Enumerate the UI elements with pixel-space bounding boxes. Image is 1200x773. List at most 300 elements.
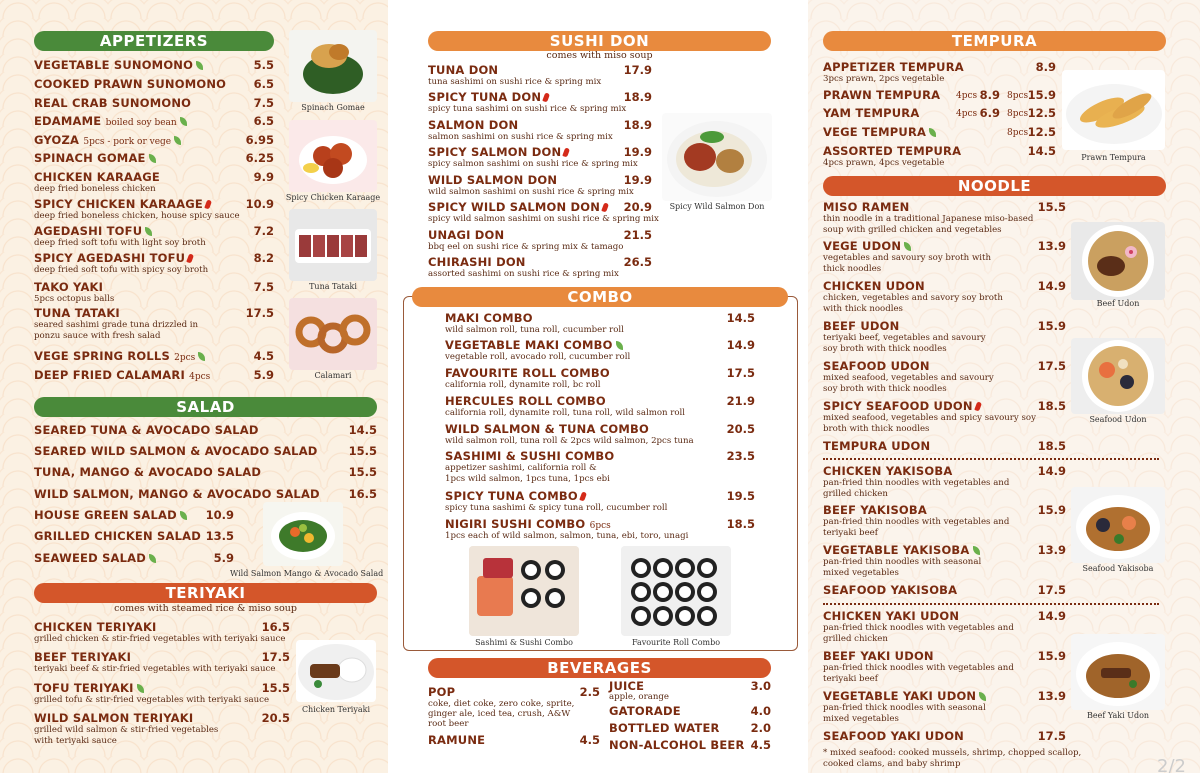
- appetizer-price: 5.5: [253, 58, 274, 72]
- teriyaki-name-text: TOFU TERIYAKI: [34, 681, 134, 695]
- noodle-price: 17.5: [1037, 583, 1066, 597]
- noodle-desc: pan-fried thick noodles with vegetables and: [823, 623, 1014, 633]
- noodle-name-text: TEMPURA UDON: [823, 439, 931, 453]
- beverages-header: BEVERAGES: [428, 658, 771, 678]
- appetizer-name-text: VEGE SPRING ROLLS: [34, 349, 170, 363]
- tempura-desc: 3pcs prawn, 2pcs vegetable: [823, 74, 945, 84]
- teriyaki-name-text: BEEF TERIYAKI: [34, 650, 132, 664]
- tempura-price-small: 6.9: [979, 106, 1000, 120]
- beef-yaki-udon-caption: Beef Yaki Udon: [1086, 711, 1150, 720]
- tempura-option: 8pcs: [1007, 91, 1029, 101]
- noodle-name-text: SEAFOOD YAKISOBA: [823, 583, 958, 597]
- appetizer-desc: deep fried boneless chicken: [34, 184, 156, 194]
- appetizer-name: [34, 280, 114, 294]
- teriyaki-desc: grilled chicken & stir-fried vegetables with teriyaki sauce: [34, 634, 286, 644]
- tempura-name-text: YAM TEMPURA: [823, 106, 920, 120]
- noodle-desc: pan-fried thin noodles with seasonal: [823, 557, 982, 567]
- tempura-option: 4pcs: [956, 109, 978, 119]
- noodle-item: [823, 239, 991, 275]
- prawn-tempura-caption: Prawn Tempura: [1081, 153, 1146, 162]
- spicy-wild-salmon-don-photo: [662, 113, 772, 201]
- beverage-price: 4.5: [750, 738, 771, 752]
- combo-price: 23.5: [726, 449, 755, 463]
- sushi-don-name: [428, 173, 634, 187]
- beverage-desc: apple, orange: [609, 692, 669, 702]
- noodle-desc: pan-fried thin noodles with vegetables and: [823, 517, 1010, 527]
- appetizer-price: 17.5: [245, 306, 274, 320]
- appetizer-desc: 5pcs octopus balls: [34, 294, 115, 304]
- noodle-name: [823, 464, 1009, 478]
- beverage-name: JUICE: [609, 679, 645, 693]
- beverage-name: RAMUNE: [428, 733, 486, 747]
- tempura-name: [823, 144, 961, 158]
- chicken-teriyaki-photo: [296, 640, 376, 702]
- salad-item: [34, 508, 187, 522]
- noodle-name: [823, 279, 1003, 293]
- noodle-name-text: BEEF YAKISOBA: [823, 503, 927, 517]
- teriyaki-desc: grilled wild salmon & stir-fried vegetables: [34, 725, 219, 735]
- combo-price: 20.5: [726, 422, 755, 436]
- noodle-item: [823, 689, 986, 725]
- vegetarian-leaf-icon: [149, 554, 156, 563]
- tempura-item: [823, 125, 936, 139]
- combo-item: [445, 311, 624, 336]
- spicy-wild-salmon-don-caption: Spicy Wild Salmon Don: [669, 202, 765, 211]
- noodle-header: NOODLE: [823, 176, 1166, 196]
- appetizer-name-text: COOKED PRAWN SUNOMONO: [34, 77, 227, 91]
- noodle-name: [823, 439, 930, 453]
- noodle-desc: pan-fried thin noodles with vegetables and: [823, 478, 1010, 488]
- appetizer-item: [34, 251, 208, 276]
- teriyaki-price: 20.5: [261, 711, 290, 725]
- tuna-tataki-caption: Tuna Tataki: [309, 282, 357, 291]
- combo-item: [445, 422, 694, 447]
- seafood-yakisoba-photo: [1071, 487, 1165, 563]
- spicy-chili-icon: [579, 491, 587, 501]
- appetizer-price: 10.9: [245, 197, 274, 211]
- spicy-chili-icon: [601, 202, 609, 212]
- salad-name-text: TUNA, MANGO & AVOCADO SALAD: [34, 465, 262, 479]
- salad-price: 10.9: [205, 508, 234, 522]
- beverage-desc: coke, diet coke, zero coke, sprite,: [428, 699, 575, 709]
- tempura-price: 8.9: [1035, 60, 1056, 74]
- noodle-name: [823, 543, 981, 557]
- combo-header: COMBO: [412, 287, 788, 307]
- salad-item: [34, 529, 201, 543]
- sushi-don-name-text: SALMON DON: [428, 118, 519, 132]
- noodle-desc-2: soy broth with thick noodles: [823, 384, 947, 394]
- beef-yaki-udon-photo: [1071, 634, 1165, 710]
- noodle-name-text: CHICKEN YAKISOBA: [823, 464, 953, 478]
- tempura-item: [823, 144, 961, 169]
- noodle-desc: chicken, vegetables and savory soy broth: [823, 293, 1003, 303]
- appetizer-portion: boiled soy bean: [105, 118, 177, 128]
- calamari-caption: Calamari: [314, 371, 352, 380]
- appetizer-price: 9.9: [253, 170, 274, 184]
- combo-name: [445, 366, 610, 380]
- salad-name-text: GRILLED CHICKEN SALAD: [34, 529, 201, 543]
- combo-desc: wild salmon roll, tuna roll, cucumber roll: [445, 325, 624, 335]
- noodle-price: 17.5: [1037, 729, 1066, 743]
- appetizer-name: [34, 349, 205, 363]
- sushi-don-price: 19.9: [623, 173, 652, 187]
- appetizer-name-text: EDAMAME: [34, 114, 102, 128]
- spinach-gomae-caption: Spinach Gomae: [301, 103, 365, 112]
- noodle-desc-2: teriyaki beef: [823, 674, 878, 684]
- appetizer-name: [34, 170, 160, 184]
- appetizer-portion: 4pcs: [189, 372, 211, 382]
- noodle-price: 15.9: [1037, 503, 1066, 517]
- appetizer-name-text: CHICKEN KARAAGE: [34, 170, 160, 184]
- tempura-header: TEMPURA: [823, 31, 1166, 51]
- noodle-desc: mixed seafood, vegetables and savoury: [823, 373, 994, 383]
- spicy-chili-icon: [204, 199, 212, 209]
- appetizer-name-text: TUNA TATAKI: [34, 306, 120, 320]
- noodle-price: 18.5: [1037, 399, 1066, 413]
- combo-item: [445, 366, 610, 391]
- favourite-roll-combo-caption: Favourite Roll Combo: [631, 638, 721, 647]
- sushi-don-header: SUSHI DON: [428, 31, 771, 51]
- noodle-name: [823, 399, 1036, 413]
- seafood-udon-photo: [1071, 338, 1165, 414]
- combo-desc: appetizer sashimi, california roll &: [445, 463, 597, 473]
- sushi-don-note: comes with miso soup: [546, 50, 653, 61]
- combo-desc: california roll, dynamite roll, bc roll: [445, 380, 601, 390]
- appetizer-name: [34, 251, 208, 265]
- appetizer-item: [34, 280, 114, 305]
- noodle-price: 14.9: [1037, 464, 1066, 478]
- sushi-don-name-text: SPICY TUNA DON: [428, 90, 542, 104]
- appetizers-header: APPETIZERS: [34, 31, 274, 51]
- noodle-desc-2: with thick noodles: [823, 304, 903, 314]
- teriyaki-name: [34, 681, 269, 695]
- seafood-udon-caption: Seafood Udon: [1089, 415, 1147, 424]
- spicy-chili-icon: [542, 92, 550, 102]
- tempura-item: [823, 106, 919, 120]
- appetizer-name-text: REAL CRAB SUNOMONO: [34, 96, 192, 110]
- vegetarian-leaf-icon: [198, 352, 205, 361]
- noodle-name-text: CHICKEN UDON: [823, 279, 925, 293]
- noodle-desc-2: soy broth with thick noodles: [823, 344, 947, 354]
- tempura-price: 12.5: [1027, 106, 1056, 120]
- sushi-don-price: 17.9: [623, 63, 652, 77]
- appetizer-name-text: DEEP FRIED CALAMARI: [34, 368, 185, 382]
- salad-name: [34, 465, 261, 479]
- appetizer-name: [34, 368, 210, 382]
- tempura-option: 8pcs: [1007, 128, 1029, 138]
- beverage-price: 4.5: [579, 733, 600, 747]
- combo-price: 14.5: [726, 311, 755, 325]
- noodle-price: 13.9: [1037, 689, 1066, 703]
- teriyaki-desc-2: with teriyaki sauce: [34, 736, 117, 746]
- sushi-don-item: [428, 173, 634, 198]
- teriyaki-name: [34, 650, 275, 664]
- sushi-don-desc: spicy tuna sashimi on sushi rice & spring mix: [428, 104, 627, 114]
- vegetarian-leaf-icon: [904, 242, 911, 251]
- combo-price: 19.5: [726, 489, 755, 503]
- noodle-item: [823, 439, 930, 453]
- salad-name: [34, 423, 259, 437]
- teriyaki-desc: teriyaki beef & stir-fried vegetables with teriyaki sauce: [34, 664, 276, 674]
- teriyaki-item: [34, 620, 285, 645]
- noodle-item: [823, 279, 1003, 315]
- appetizer-item: [34, 306, 198, 342]
- salad-name-text: SEARED WILD SALMON & AVOCADO SALAD: [34, 444, 318, 458]
- salad-name: [34, 529, 201, 543]
- appetizer-name-text: AGEDASHI TOFU: [34, 224, 143, 238]
- noodle-name: [823, 503, 1009, 517]
- tempura-name-text: ASSORTED TEMPURA: [823, 144, 962, 158]
- noodle-price: 18.5: [1037, 439, 1066, 453]
- vegetarian-leaf-icon: [145, 227, 152, 236]
- wild-salmon-salad-caption: Wild Salmon Mango & Avocado Salad: [230, 569, 384, 578]
- sushi-don-price: 20.9: [623, 200, 652, 214]
- salad-name-text: WILD SALMON, MANGO & AVOCADO SALAD: [34, 487, 320, 501]
- tempura-name: [823, 125, 936, 139]
- tempura-name-text: PRAWN TEMPURA: [823, 88, 941, 102]
- calamari-photo: [289, 298, 377, 370]
- sushi-don-name-text: TUNA DON: [428, 63, 499, 77]
- spicy-karaage-caption: Spicy Chicken Karaage: [285, 193, 381, 202]
- vegetarian-leaf-icon: [616, 341, 623, 350]
- vegetarian-leaf-icon: [929, 128, 936, 137]
- appetizer-desc: deep fried boneless chicken, house spicy sauce: [34, 211, 240, 221]
- sushi-don-name-text: SPICY SALMON DON: [428, 145, 562, 159]
- noodle-price: 15.5: [1037, 200, 1066, 214]
- noodle-name-text: SEAFOOD YAKI UDON: [823, 729, 965, 743]
- wild-salmon-salad-photo: [263, 502, 343, 566]
- appetizer-name: [34, 114, 187, 128]
- tempura-price: 12.5: [1027, 125, 1056, 139]
- teriyaki-note: comes with steamed rice & miso soup: [114, 603, 297, 614]
- appetizer-name: [34, 133, 181, 147]
- combo-desc: california roll, dynamite roll, tuna roll, wild salmon roll: [445, 408, 686, 418]
- noodle-item: [823, 503, 1009, 539]
- noodle-desc: thin noodle in a traditional Japanese miso-based: [823, 214, 1034, 224]
- combo-name: [445, 517, 688, 531]
- appetizer-name-text: SPICY AGEDASHI TOFU: [34, 251, 186, 265]
- salad-name: [34, 551, 156, 565]
- combo-name-text: SPICY TUNA COMBO: [445, 489, 578, 503]
- combo-item: [445, 489, 667, 514]
- appetizer-name: [34, 58, 203, 72]
- teriyaki-name: [34, 620, 285, 634]
- combo-price: 17.5: [726, 366, 755, 380]
- mixed-seafood-note-2: cooked clams, and baby shrimp: [823, 759, 961, 769]
- sushi-don-item: [428, 118, 613, 143]
- noodle-price: 15.9: [1037, 319, 1066, 333]
- noodle-price: 13.9: [1037, 239, 1066, 253]
- sushi-don-price: 19.9: [623, 145, 652, 159]
- sushi-don-desc: assorted sashimi on sushi rice & spring mix: [428, 269, 619, 279]
- vegetarian-leaf-icon: [180, 511, 187, 520]
- tempura-name: [823, 60, 964, 74]
- prawn-tempura-photo: [1062, 70, 1165, 150]
- noodle-desc-2: mixed vegetables: [823, 714, 899, 724]
- beverage-desc-3: root beer: [428, 719, 469, 729]
- appetizer-price: 7.5: [253, 96, 274, 110]
- combo-name-text: NIGIRI SUSHI COMBO: [445, 517, 586, 531]
- appetizer-name-text: SPICY CHICKEN KARAAGE: [34, 197, 203, 211]
- spicy-chili-icon: [563, 147, 571, 157]
- sushi-don-item: [428, 145, 638, 170]
- appetizer-desc: deep fried soft tofu with light soy broth: [34, 238, 206, 248]
- combo-price: 14.9: [726, 338, 755, 352]
- salad-price: 5.9: [213, 551, 234, 565]
- noodle-desc: teriyaki beef, vegetables and savoury: [823, 333, 986, 343]
- appetizer-item: [34, 368, 210, 382]
- noodle-desc-2: teriyaki beef: [823, 528, 878, 538]
- sushi-don-desc: spicy wild salmon sashimi on sushi rice & spring mix: [428, 214, 659, 224]
- tempura-price: 14.5: [1027, 144, 1056, 158]
- salad-name-text: HOUSE GREEN SALAD: [34, 508, 177, 522]
- noodle-price: 13.9: [1037, 543, 1066, 557]
- beverage-item: [428, 685, 574, 729]
- teriyaki-name-text: WILD SALMON TERIYAKI: [34, 711, 194, 725]
- teriyaki-name: [34, 711, 218, 725]
- appetizer-name-text: SPINACH GOMAE: [34, 151, 146, 165]
- noodle-desc-2: mixed vegetables: [823, 568, 899, 578]
- teriyaki-item: [34, 681, 269, 706]
- noodle-name-text: VEGETABLE YAKISOBA: [823, 543, 970, 557]
- noodle-name: [823, 689, 986, 703]
- beef-udon-photo: [1071, 222, 1165, 300]
- spinach-gomae-photo: [289, 30, 377, 102]
- teriyaki-desc: grilled tofu & stir-fried vegetables with teriyaki sauce: [34, 695, 270, 705]
- teriyaki-price: 16.5: [261, 620, 290, 634]
- appetizer-name: [34, 306, 198, 320]
- salad-price: 15.5: [348, 444, 377, 458]
- spicy-chili-icon: [974, 401, 982, 411]
- vegetarian-leaf-icon: [149, 154, 156, 163]
- sushi-don-name: [428, 63, 601, 77]
- salad-price: 13.5: [205, 529, 234, 543]
- appetizer-name: [34, 224, 206, 238]
- vegetarian-leaf-icon: [180, 117, 187, 126]
- beverage-name: BOTTLED WATER: [609, 721, 720, 735]
- combo-price: 18.5: [726, 517, 755, 531]
- sashimi-sushi-combo-photo: [469, 546, 579, 636]
- noodle-item: [823, 583, 957, 597]
- noodle-name: [823, 200, 1033, 214]
- tempura-option: 8pcs: [1007, 109, 1029, 119]
- chicken-teriyaki-caption: Chicken Teriyaki: [301, 705, 371, 714]
- vegetarian-leaf-icon: [174, 136, 181, 145]
- combo-desc: 1pcs each of wild salmon, salmon, tuna, ebi, toro, unagi: [445, 531, 689, 541]
- appetizer-name-text: GYOZA: [34, 133, 80, 147]
- noodle-item: [823, 649, 1014, 685]
- appetizer-name: [34, 151, 156, 165]
- appetizer-name-text: TAKO YAKI: [34, 280, 104, 294]
- vegetarian-leaf-icon: [196, 61, 203, 70]
- teriyaki-price: 17.5: [261, 650, 290, 664]
- appetizer-item: [34, 224, 206, 249]
- sushi-don-price: 21.5: [623, 228, 652, 242]
- salad-price: 15.5: [348, 465, 377, 479]
- salad-item: [34, 444, 318, 458]
- sushi-don-desc: wild salmon sashimi on sushi rice & spring mix: [428, 187, 634, 197]
- combo-desc: spicy tuna sashimi & spicy tuna roll, cucumber roll: [445, 503, 668, 513]
- appetizer-desc: seared sashimi grade tuna drizzled in: [34, 320, 199, 330]
- combo-name-text: WILD SALMON & TUNA COMBO: [445, 422, 649, 436]
- noodle-desc: mixed seafood, vegetables and spicy savoury soy: [823, 413, 1036, 423]
- noodle-desc: vegetables and savoury soy broth with: [823, 253, 992, 263]
- combo-price: 21.9: [726, 394, 755, 408]
- combo-item: [445, 517, 688, 542]
- teriyaki-name-text: CHICKEN TERIYAKI: [34, 620, 157, 634]
- appetizer-price: 6.5: [253, 77, 274, 91]
- beef-udon-caption: Beef Udon: [1096, 299, 1140, 308]
- tempura-name-text: VEGE TEMPURA: [823, 125, 927, 139]
- noodle-name: [823, 319, 986, 333]
- spicy-karaage-photo: [289, 120, 377, 192]
- appetizer-item: [34, 58, 203, 72]
- tempura-desc: 4pcs prawn, 4pcs vegetable: [823, 158, 945, 168]
- noodle-name: [823, 609, 1014, 623]
- appetizer-item: [34, 170, 160, 195]
- combo-item: [445, 338, 630, 363]
- appetizer-portion: 5pcs - pork or vege: [83, 137, 172, 147]
- appetizer-item: [34, 133, 181, 147]
- noodle-item: [823, 609, 1014, 645]
- noodle-desc-2: grilled chicken: [823, 634, 888, 644]
- noodle-price: 14.9: [1037, 279, 1066, 293]
- sushi-don-item: [428, 63, 601, 88]
- appetizer-item: [34, 77, 226, 91]
- sashimi-sushi-combo-caption: Sashimi & Sushi Combo: [475, 638, 573, 647]
- tempura-name-text: APPETIZER TEMPURA: [823, 60, 964, 74]
- beverage-name: NON-ALCOHOL BEER: [609, 738, 745, 752]
- sushi-don-desc: tuna sashimi on sushi rice & spring mix: [428, 77, 602, 87]
- salad-item: [34, 465, 261, 479]
- appetizer-price: 6.5: [253, 114, 274, 128]
- noodle-item: [823, 464, 1009, 500]
- beverage-price: 2.5: [579, 685, 600, 699]
- salad-price: 14.5: [348, 423, 377, 437]
- appetizer-item: [34, 114, 187, 128]
- noodle-name-text: BEEF YAKI UDON: [823, 649, 934, 663]
- sushi-don-desc: bbq eel on sushi rice & spring mix & tamago: [428, 242, 624, 252]
- appetizer-item: [34, 96, 191, 110]
- beverage-desc-2: ginger ale, iced tea, crush, A&W: [428, 709, 571, 719]
- sushi-don-price: 26.5: [623, 255, 652, 269]
- combo-name-text: HERCULES ROLL COMBO: [445, 394, 606, 408]
- page-number: 2/2: [1157, 756, 1186, 773]
- combo-name: [445, 489, 667, 503]
- combo-item: [445, 394, 685, 419]
- salad-item: [34, 423, 259, 437]
- noodle-desc: pan-fried thick noodles with seasonal: [823, 703, 986, 713]
- sushi-don-price: 18.9: [623, 90, 652, 104]
- teriyaki-price: 15.5: [261, 681, 290, 695]
- appetizer-price: 7.5: [253, 280, 274, 294]
- noodle-price: 14.9: [1037, 609, 1066, 623]
- appetizer-name: [34, 77, 226, 91]
- appetizer-desc-2: ponzu sauce with fresh salad: [34, 331, 161, 341]
- combo-desc: wild salmon roll, tuna roll & 2pcs wild salmon, 2pcs tuna: [445, 436, 694, 446]
- teriyaki-header: TERIYAKI: [34, 583, 377, 603]
- tuna-tataki-photo: [289, 209, 377, 281]
- beverage-price: 3.0: [750, 679, 771, 693]
- salad-header: SALAD: [34, 397, 377, 417]
- tempura-item: [823, 60, 964, 85]
- sushi-don-name: [428, 255, 619, 269]
- salad-price: 16.5: [348, 487, 377, 501]
- appetizer-name: [34, 96, 191, 110]
- noodle-name: [823, 359, 994, 373]
- sushi-don-item: [428, 255, 619, 280]
- combo-name: [445, 338, 630, 352]
